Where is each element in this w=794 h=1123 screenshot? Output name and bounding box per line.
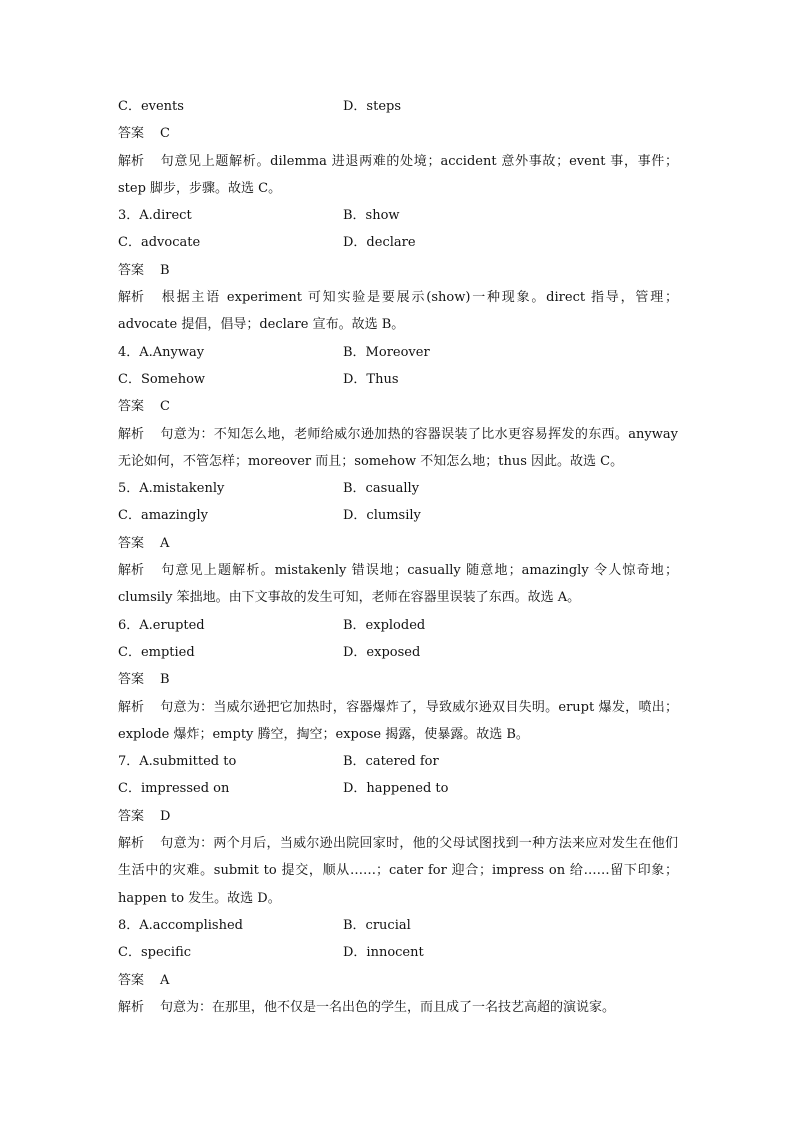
- option-row: [118, 612, 678, 639]
- analysis-paragraph: [118, 421, 678, 476]
- analysis-text: 句意为：在那里，他不仅是一名出色的学生，而且成了一名技艺高超的演说家。: [160, 999, 616, 1015]
- option-row: [118, 748, 678, 775]
- option-right: B．catered for: [343, 754, 439, 770]
- analysis-label: 解析: [118, 699, 145, 715]
- option-left: C．impressed on: [118, 781, 230, 797]
- analysis-paragraph: [118, 284, 678, 339]
- option-left: 6．A.erupted: [118, 617, 205, 633]
- option-right: D．clumsily: [343, 508, 421, 524]
- option-left: 5．A.mistakenly: [118, 481, 225, 497]
- analysis-text: 句意为：两个月后，当威尔逊出院回家时，他的父母试图找到一种方法来应对发生在他们生活中的灾难。submit to 提交，顺从……；cater for 迎合；impress on 给……留下印象；happen to 发生。故选 D。: [118, 836, 678, 906]
- answer-row: [118, 967, 678, 994]
- analysis-text: 根据主语 experiment 可知实验是要展示(show)一种现象。direct 指导，管理；advocate 提倡，倡导；declare 宣布。故选 B。: [118, 290, 678, 333]
- answer-label: 答案: [118, 399, 145, 415]
- option-row: [118, 366, 678, 393]
- analysis-paragraph: [118, 148, 678, 203]
- answer-label: 答案: [118, 535, 145, 551]
- analysis-paragraph: [118, 994, 678, 1021]
- option-left: 7．A.submitted to: [118, 754, 237, 770]
- answer-value: C: [160, 126, 170, 142]
- option-row: [118, 475, 678, 502]
- option-right: D．innocent: [343, 945, 424, 961]
- analysis-paragraph: [118, 557, 678, 612]
- option-left: 8．A.accomplished: [118, 917, 243, 933]
- answer-label: 答案: [118, 808, 145, 824]
- answer-label: 答案: [118, 672, 145, 688]
- option-left: C．Somehow: [118, 371, 206, 387]
- analysis-paragraph: [118, 830, 678, 912]
- answer-row: [118, 530, 678, 557]
- answer-row: [118, 120, 678, 147]
- answer-value: A: [160, 535, 170, 551]
- option-left: C．events: [118, 99, 184, 114]
- analysis-text: 句意为：不知怎么地，老师给威尔逊加热的容器误装了比水更容易挥发的东西。anyway 无论如何，不管怎样；moreover 而且；somehow 不知怎么地；thus 因此。故选 C。: [118, 426, 678, 469]
- answer-value: A: [160, 972, 170, 988]
- option-left: C．amazingly: [118, 508, 208, 524]
- analysis-paragraph: [118, 694, 678, 749]
- option-row: [118, 912, 678, 939]
- option-right: B．Moreover: [343, 344, 430, 360]
- option-left: C．specific: [118, 945, 192, 961]
- analysis-text: 句意为：当威尔逊把它加热时，容器爆炸了，导致威尔逊双目失明。erupt 爆发，喷出；explode 爆炸；empty 腾空，掏空；expose 揭露，使暴露。故选 B。: [118, 699, 678, 742]
- option-right: D．happened to: [343, 781, 449, 797]
- answer-row: [118, 666, 678, 693]
- option-right: D．Thus: [343, 371, 399, 387]
- option-left: C．emptied: [118, 644, 195, 660]
- option-right: B．exploded: [343, 617, 426, 633]
- analysis-label: 解析: [118, 563, 145, 579]
- option-row: [118, 202, 678, 229]
- answer-value: C: [160, 399, 170, 415]
- option-row: [118, 339, 678, 366]
- option-right: B．casually: [343, 481, 420, 497]
- answer-label: 答案: [118, 262, 145, 278]
- answer-row: [118, 393, 678, 420]
- analysis-text: 句意见上题解析。mistakenly 错误地；casually 随意地；amazingly 令人惊奇地；clumsily 笨拙地。由下文事故的发生可知，老师在容器里误装了东西。故选 A。: [118, 563, 678, 606]
- analysis-label: 解析: [118, 426, 145, 442]
- document-body: [118, 93, 678, 1021]
- option-left: 4．A.Anyway: [118, 344, 205, 360]
- option-right: B．crucial: [343, 917, 411, 933]
- option-right: D．steps: [343, 99, 402, 114]
- answer-label: 答案: [118, 126, 145, 142]
- option-left: C．advocate: [118, 235, 201, 251]
- analysis-text: 句意见上题解析。dilemma 进退两难的处境；accident 意外事故；event 事，事件；step 脚步，步骤。故选 C。: [118, 153, 678, 196]
- option-row: [118, 639, 678, 666]
- analysis-label: 解析: [118, 290, 145, 306]
- answer-row: [118, 803, 678, 830]
- analysis-label: 解析: [118, 999, 145, 1015]
- answer-value: D: [160, 808, 171, 824]
- option-row: [118, 93, 678, 120]
- answer-label: 答案: [118, 972, 145, 988]
- option-row: [118, 939, 678, 966]
- option-right: B．show: [343, 208, 400, 224]
- option-right: D．exposed: [343, 644, 421, 660]
- answer-row: [118, 257, 678, 284]
- answer-value: B: [160, 262, 170, 278]
- analysis-label: 解析: [118, 153, 145, 169]
- option-right: D．declare: [343, 235, 416, 251]
- option-row: [118, 502, 678, 529]
- analysis-label: 解析: [118, 836, 145, 852]
- answer-value: B: [160, 672, 170, 688]
- option-left: 3．A.direct: [118, 208, 192, 224]
- option-row: [118, 775, 678, 802]
- option-row: [118, 229, 678, 256]
